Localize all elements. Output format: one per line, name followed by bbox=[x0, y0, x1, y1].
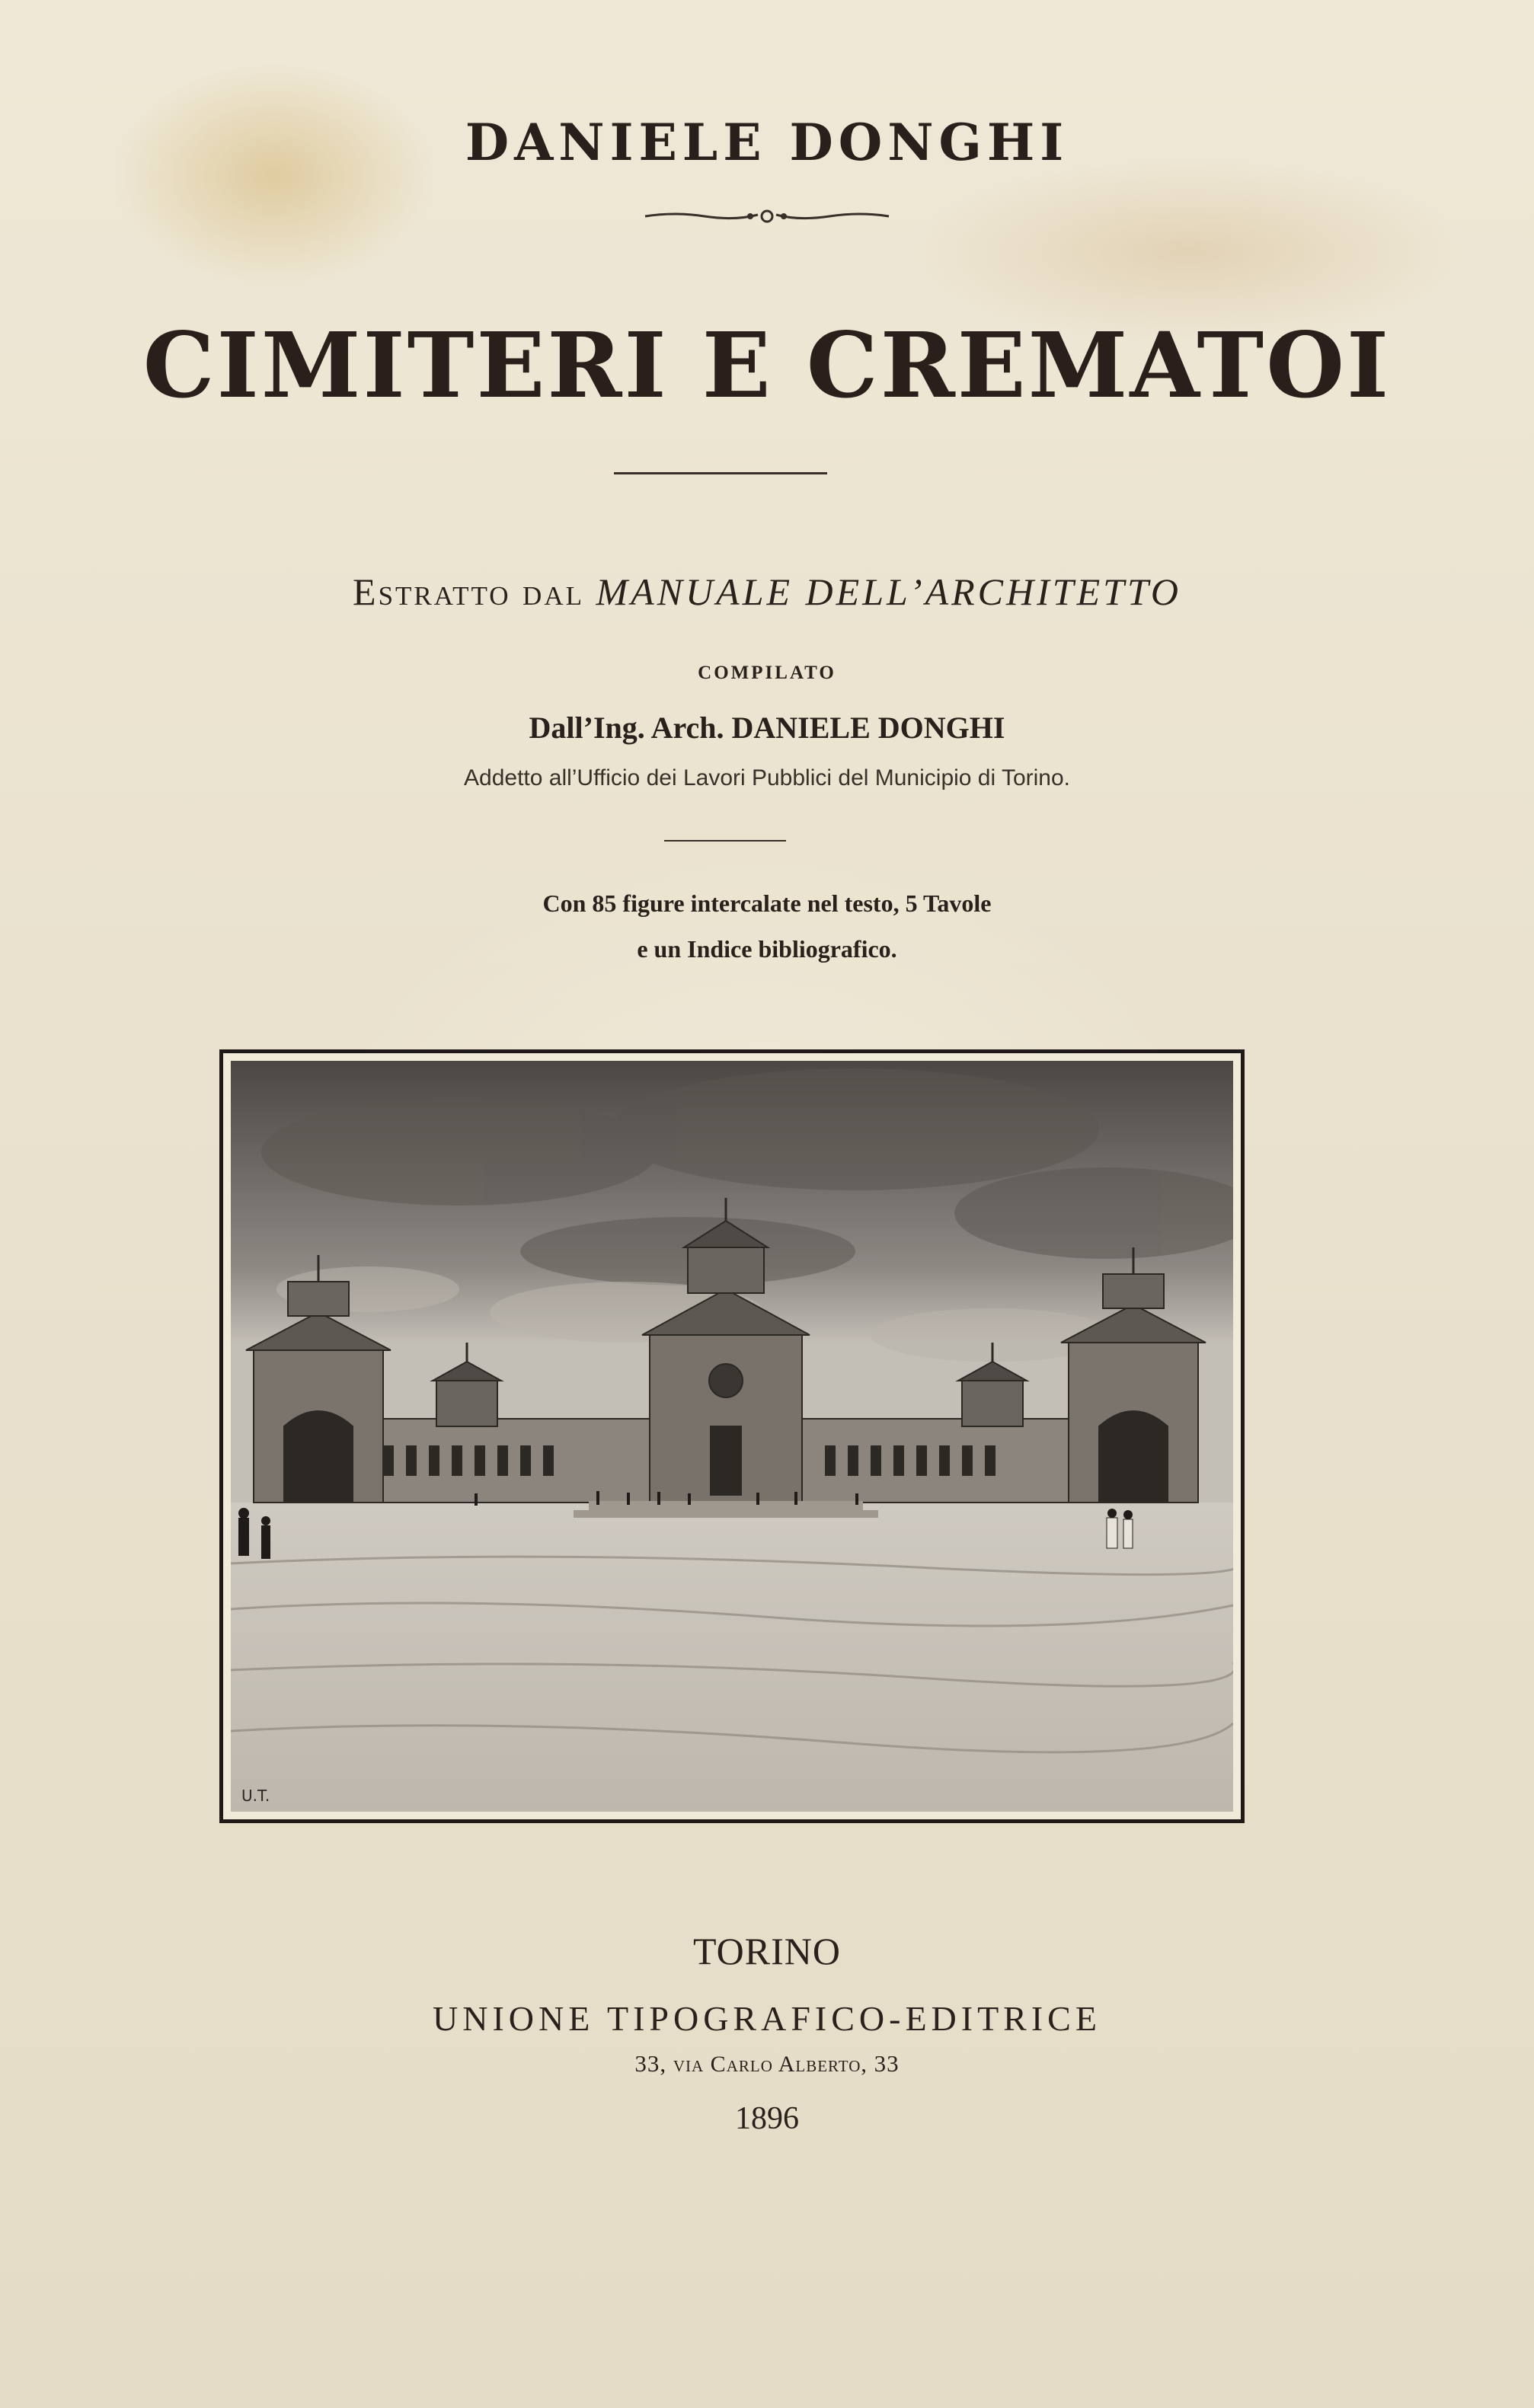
imprint-publisher: UNIONE TIPOGRAFICO-EDITRICE bbox=[433, 1999, 1101, 2038]
steps bbox=[574, 1501, 878, 1518]
address-number: 33, bbox=[634, 2050, 667, 2077]
editor-affiliation: Addetto all’Ufficio dei Lavori Pubblici del Municipio di Torino. bbox=[464, 765, 1070, 790]
imprint-year: 1896 bbox=[735, 2101, 799, 2136]
cemetery-illustration-frame bbox=[219, 1049, 1245, 1823]
ornament-divider-icon bbox=[644, 207, 890, 225]
address-number-end: 33 bbox=[874, 2050, 900, 2077]
compiled-label: COMPILATO bbox=[698, 663, 836, 683]
figures-line-1: Con 85 figure intercalate nel testo, 5 Tavole bbox=[542, 889, 992, 917]
title-rule bbox=[614, 472, 827, 474]
small-rule bbox=[664, 840, 786, 842]
book-title: CIMITERI E CREMATOI bbox=[142, 312, 1392, 418]
extract-line bbox=[0, 570, 1534, 614]
manual-title: MANUALE DELL’ARCHITETTO bbox=[596, 570, 1181, 613]
editor-line: Dall’Ing. Arch. DANIELE DONGHI bbox=[529, 711, 1005, 745]
extract-prefix: Estratto dal bbox=[353, 570, 584, 613]
cemetery-engraving-image bbox=[231, 1061, 1233, 1812]
figures-line-2: e un Indice bibliografico. bbox=[637, 935, 897, 963]
imprint-address bbox=[0, 2050, 1534, 2077]
engraver-signature: U.T. bbox=[241, 1787, 270, 1805]
square-ground bbox=[231, 1503, 1233, 1812]
imprint-city: TORINO bbox=[693, 1930, 841, 1972]
author-name: DANIELE DONGHI bbox=[465, 113, 1069, 172]
address-street: via Carlo Alberto, bbox=[673, 2052, 868, 2077]
